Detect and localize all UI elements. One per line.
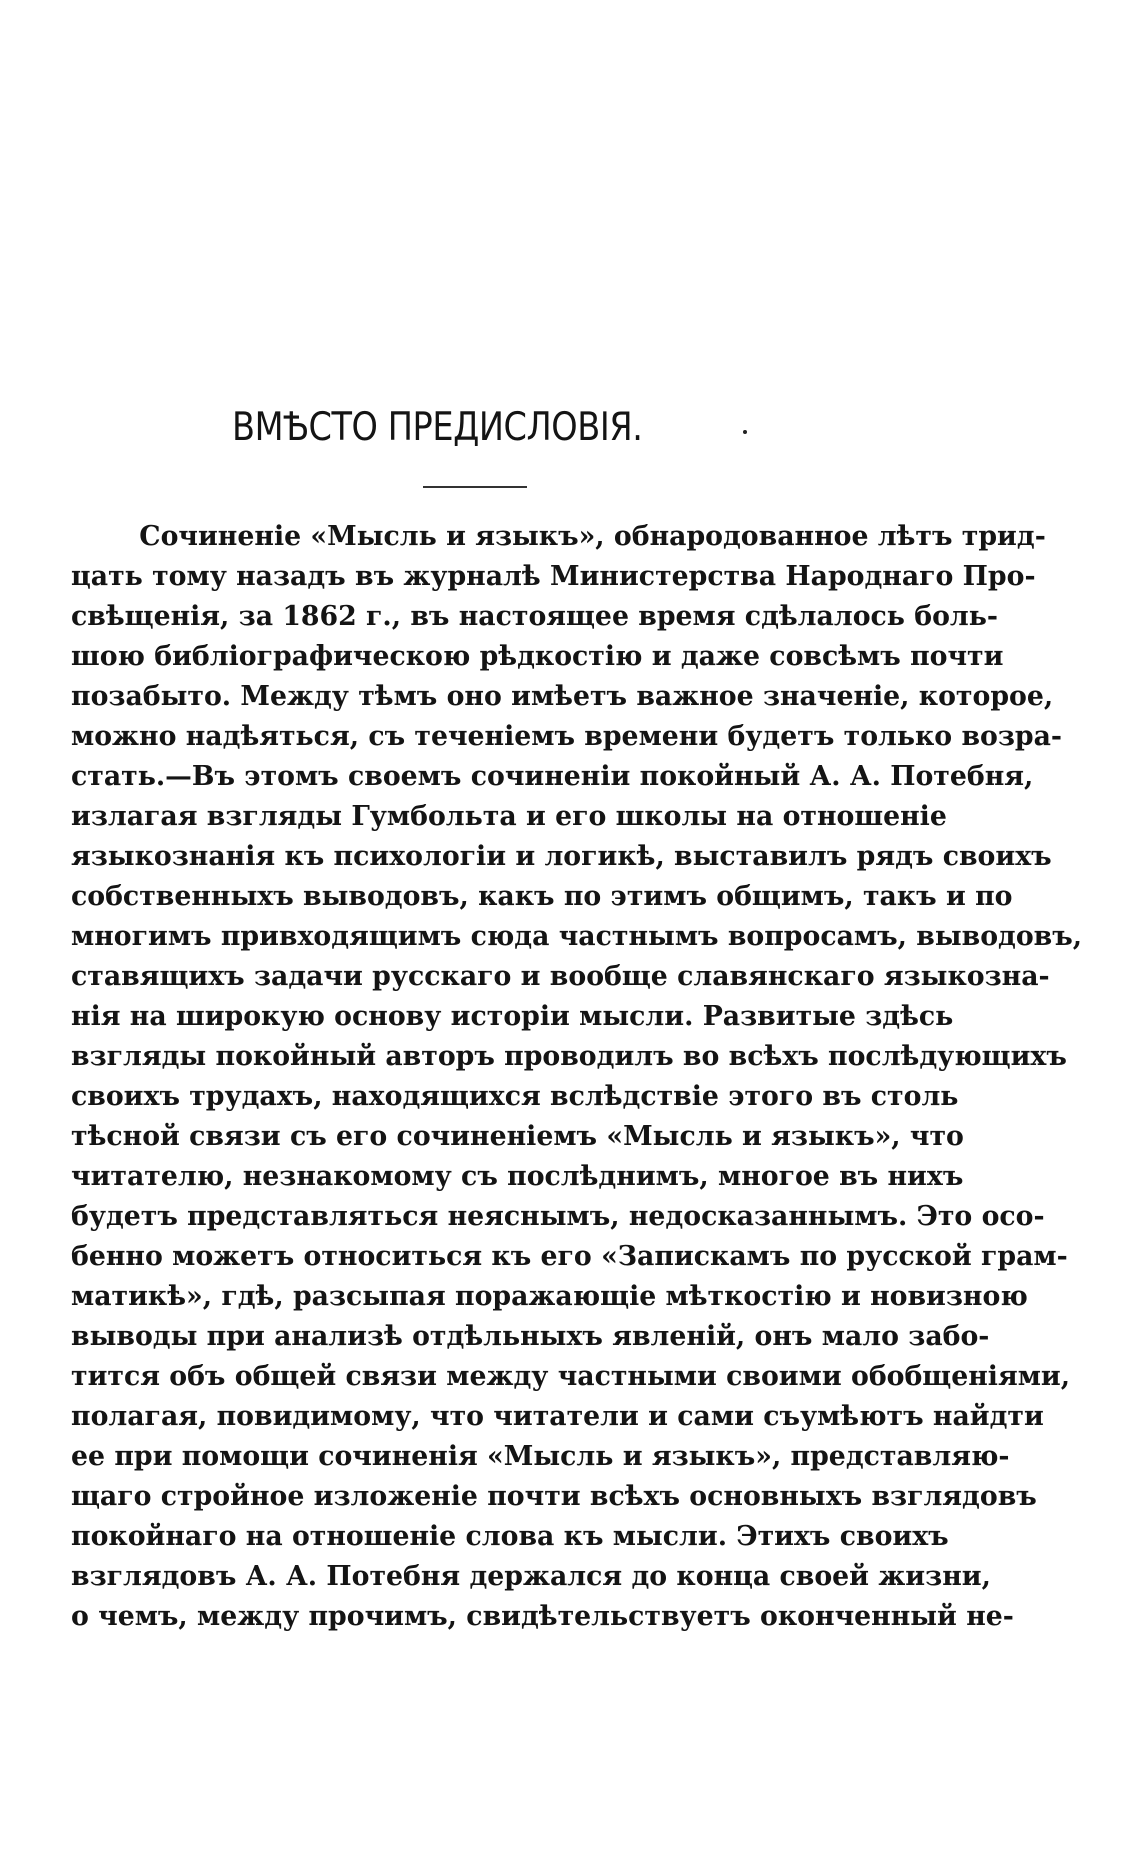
text-line: шою библіографическою рѣдкостію и даже совсѣмъ почти (71, 641, 1004, 672)
text-line: ставящихъ задачи русскаго и вообще славянскаго языкозна- (71, 961, 1050, 992)
text-line: выводы при анализѣ отдѣльныхъ явленій, онъ мало забо- (71, 1321, 990, 1352)
text-line: ее при помощи сочиненія «Мысль и языкъ», представляю- (71, 1441, 1010, 1472)
text-line: нія на широкую основу исторіи мысли. Развитые здѣсь (71, 1001, 954, 1032)
text-line: взглядовъ А. А. Потебня держался до конца своей жизни, (71, 1561, 991, 1592)
text-line: цать тому назадъ въ журналѣ Министерства Народнаго Про- (71, 561, 1036, 592)
text-line: будетъ представляться неяснымъ, недосказаннымъ. Это осо- (71, 1201, 1045, 1232)
text-line: тѣсной связи съ его сочиненіемъ «Мысль и языкъ», что (71, 1121, 964, 1152)
text-line: взгляды покойный авторъ проводилъ во всѣхъ послѣдующихъ (71, 1041, 1067, 1072)
text-line: языкознанія къ психологіи и логикѣ, выставилъ рядъ своихъ (71, 841, 1052, 872)
text-line: читателю, незнакомому съ послѣднимъ, многое въ нихъ (71, 1161, 964, 1192)
text-line: стать.—Въ этомъ своемъ сочиненіи покойный А. А. Потебня, (71, 761, 1034, 792)
text-line: излагая взгляды Гумбольта и его школы на отношеніе (71, 801, 947, 832)
text-line: своихъ трудахъ, находящихся вслѣдствіе этого въ столь (71, 1081, 959, 1112)
text-line: Сочиненіе «Мысль и языкъ», обнародованное лѣтъ трид- (139, 521, 1046, 552)
text-line: щаго стройное изложеніе почти всѣхъ основныхъ взглядовъ (71, 1481, 1037, 1512)
text-line: о чемъ, между прочимъ, свидѣтельствуетъ оконченный не- (71, 1601, 1014, 1632)
text-line: покойнаго на отношеніе слова къ мысли. Этихъ своихъ (71, 1521, 949, 1552)
text-line: позабыто. Между тѣмъ оно имѣетъ важное значеніе, которое, (71, 681, 1054, 712)
text-line: тится объ общей связи между частными своими обобщеніями, (71, 1361, 1071, 1392)
page-heading: ВМѢСТО ПРЕДИСЛОВІЯ. (232, 405, 643, 450)
heading-divider-rule (423, 486, 527, 488)
print-speck (743, 430, 747, 434)
body-paragraph (71, 517, 1083, 1637)
text-line: собственныхъ выводовъ, какъ по этимъ общимъ, такъ и по (71, 881, 1013, 912)
text-line: можно надѣяться, съ теченіемъ времени будетъ только возра- (71, 721, 1063, 752)
text-line: полагая, повидимому, что читатели и сами съумѣютъ найдти (71, 1401, 1044, 1432)
text-line: свѣщенія, за 1862 г., въ настоящее время сдѣлалось боль- (71, 601, 998, 632)
text-line: бенно можетъ относиться къ его «Запискамъ по русской грам- (71, 1241, 1068, 1272)
text-line: матикѣ», гдѣ, разсыпая поражающіе мѣткостію и новизною (71, 1281, 1028, 1312)
text-line: многимъ привходящимъ сюда частнымъ вопросамъ, выводовъ, (71, 921, 1083, 952)
